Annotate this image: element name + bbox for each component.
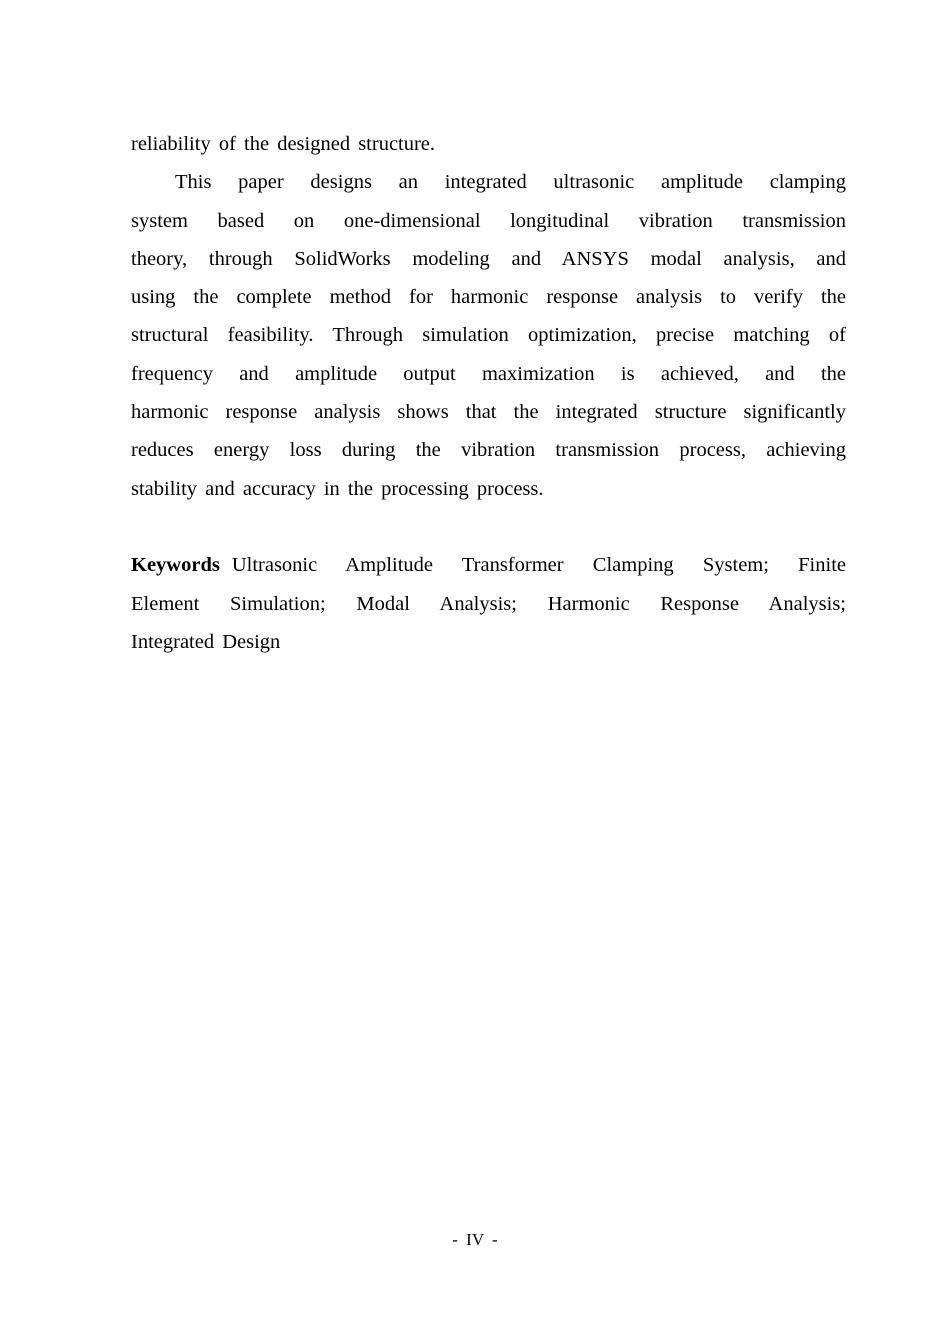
keywords-line: Integrated Design [131, 630, 281, 653]
spacer [131, 508, 846, 546]
paragraph-line: reduces energy loss during the vibration transmission process, achieving [131, 439, 846, 462]
paragraph-line: theory, through SolidWorks modeling and ANSYS modal analysis, and [131, 247, 846, 270]
abstract-paragraph [131, 163, 846, 508]
paragraph-line: using the complete method for harmonic response analysis to verify the [131, 286, 846, 309]
keywords-line [131, 546, 846, 584]
paragraph-line: harmonic response analysis shows that the integrated structure significantly [131, 401, 846, 424]
paragraph-line: stability and accuracy in the processing process. [131, 477, 544, 500]
paragraph-line: frequency and amplitude output maximization is achieved, and the [131, 362, 846, 385]
continuation-line: reliability of the designed structure. [131, 133, 436, 155]
keywords-label: Keywords [131, 554, 220, 577]
paragraph-line: This paper designs an integrated ultrasonic amplitude clamping [175, 171, 846, 194]
page-number: - IV - [452, 1230, 498, 1249]
paragraph-line: structural feasibility. Through simulation optimization, precise matching of [131, 324, 846, 347]
page-content [131, 125, 846, 661]
paragraph-line: system based on one-dimensional longitudinal vibration transmission [131, 209, 846, 232]
keywords-section [131, 546, 846, 661]
keywords-text: Ultrasonic Amplitude Transformer Clamping System; Finite [231, 554, 846, 577]
keywords-line: Element Simulation; Modal Analysis; Harmonic Response Analysis; [131, 592, 846, 615]
